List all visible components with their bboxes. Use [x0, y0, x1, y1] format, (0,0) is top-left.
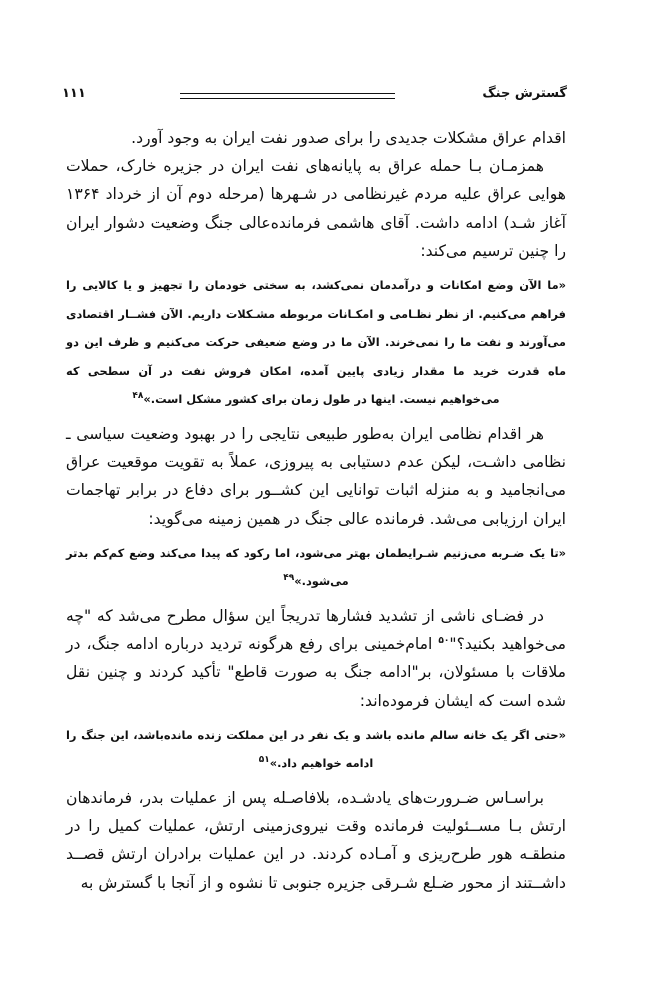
paragraph: اقدام عراق مشکلات جدیدی را برای صدور نفت ایران به وجود آورد.: [131, 129, 566, 147]
paragraph: براسـاس ضـرورت‌های یادشـده، بلافاصـله پس از عملیات بدر، فرماندهان ارتش بـا مســئولیت فرمانده وقت نیروی‌زمینی ارتش، عملیات کمیل را در منطقـه هور طرح‌ریزی و آمـاده کردند. در این عملیات برادران ارتش قصــد داشــتند از محور ضـلع شـرقی جزیره جنوبی تا نشوه و از آنجا با گسترش به: [66, 788, 566, 892]
running-header: [62, 86, 567, 108]
paragraph: همزمـان بـا حمله عراق به پایانه‌های نفت ایران در جزیره خارک، حملات هوایی عراق علیه مردم غیرنظامی در شـهرها (مرحله دوم آن از خرداد ۱۳۶۴ آغاز شـد) ادامه داشت. آقای هاشمی فرمانده‌عالی جنگ وضعیت دشوار ایران را چنین ترسیم می‌کند:: [66, 157, 566, 260]
quote-text: «تا یک ضـربه می‌زنیم شـرایطمان بهتر می‌شود، اما رکود که پیدا می‌کند وضع کم‌کم بدتر می‌شود.»: [66, 545, 566, 589]
body-text: [66, 124, 566, 897]
footnote-ref: ۴۹: [283, 573, 295, 584]
paragraph-text: در فضـای ناشی از تشدید فشارها تدریجاً این سؤال مطرح می‌شد که "چه می‌خواهید بکنید؟": [66, 606, 566, 654]
footnote-ref: ۵۰: [438, 636, 450, 646]
footnote-ref: ۵۱: [258, 755, 270, 766]
chapter-title: گسترش جنگ: [482, 86, 567, 101]
page-number: ۱۱۱: [62, 86, 86, 101]
paragraph: [66, 602, 566, 715]
footnote-ref: ۴۸: [132, 391, 144, 402]
quote-text: «حتی اگر یک خانه سالم مانده باشد و یک نفر در این مملکت زنده مانده‌باشد، این جنگ را ادامه خواهیم داد.»: [66, 727, 566, 771]
block-quote: [66, 271, 566, 414]
quote-text: «ما الآن وضع امکانات و درآمدمان نمی‌کشد، به سختی خودمان را تجهیز و یا کالایی را فراهم می‌کنیم. از نظر نظـامی و امکـانات مربوطه مشـکلات داریم. الآن فشــار اقتصادی می‌آورند و نفت ما را نمی‌خرند. الآن ما در وضع ضعیفی حرکت می‌کنیم و ظرف این دو ماه قدرت خرید ما مقدار زیادی پایین آمده، امکان فروش نفت در آن سطحی که می‌خواهیم نیست. اینها در طول زمان برای کشور مشکل است.»: [66, 278, 566, 407]
paragraph: هر اقدام نظامی ایران به‌طور طبیعی نتایجی را در بهبود وضعیت سیاسی ـ نظامی داشـت، لیکن عدم دستیابی به پیروزی، عملاً به تقویت موقعیت عراق می‌انجامید و به منزله اثبات توانایی این کشــور برای دفاع در برابر تهاجمات ایران ارزیابی می‌شد. فرمانده عالی جنگ در همین زمینه می‌گوید:: [66, 424, 566, 528]
block-quote: [66, 721, 566, 778]
block-quote: [66, 539, 566, 596]
header-double-rule: [180, 93, 395, 99]
paragraph-text: امام‌خمینی برای رفع هرگونه تردید درباره ادامه جنگ، در ملاقات با مسئولان، بر"ادامه جنگ به صورت قاطع" تأکید کردند و چنین نقل شده است که ایشان فرموده‌اند:: [66, 635, 566, 710]
